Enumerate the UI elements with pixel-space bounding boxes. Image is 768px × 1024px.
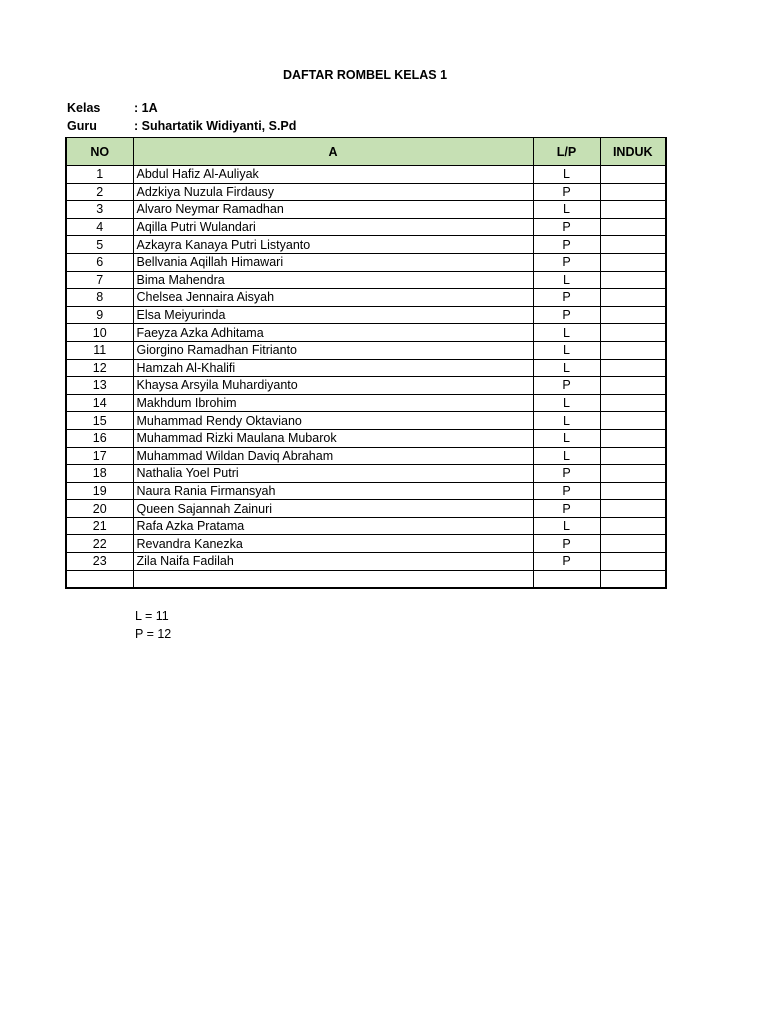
table-row bbox=[66, 341, 666, 359]
table-row bbox=[66, 482, 666, 500]
kelas-label: Kelas bbox=[67, 101, 101, 115]
row-induk bbox=[600, 570, 666, 588]
table-row bbox=[66, 377, 666, 395]
row-number: 9 bbox=[66, 306, 133, 324]
row-name: Revandra Kanezka bbox=[133, 535, 533, 553]
row-number: 23 bbox=[66, 553, 133, 571]
row-number: 5 bbox=[66, 236, 133, 254]
table-row bbox=[66, 535, 666, 553]
row-number: 12 bbox=[66, 359, 133, 377]
table-row bbox=[66, 218, 666, 236]
row-gender: L bbox=[533, 412, 600, 430]
row-name: Giorgino Ramadhan Fitrianto bbox=[133, 341, 533, 359]
table-row bbox=[66, 183, 666, 201]
row-name: Muhammad Wildan Daviq Abraham bbox=[133, 447, 533, 465]
row-name: Muhammad Rizki Maulana Mubarok bbox=[133, 429, 533, 447]
row-name: Chelsea Jennaira Aisyah bbox=[133, 289, 533, 307]
table-row bbox=[66, 324, 666, 342]
table-row bbox=[66, 517, 666, 535]
row-number: 16 bbox=[66, 429, 133, 447]
row-number: 22 bbox=[66, 535, 133, 553]
table-row bbox=[66, 166, 666, 184]
row-number: 18 bbox=[66, 465, 133, 483]
table-row bbox=[66, 289, 666, 307]
row-induk bbox=[600, 306, 666, 324]
row-number: 10 bbox=[66, 324, 133, 342]
row-gender: P bbox=[533, 218, 600, 236]
row-number: 19 bbox=[66, 482, 133, 500]
row-name: Alvaro Neymar Ramadhan bbox=[133, 201, 533, 219]
table-row bbox=[66, 412, 666, 430]
row-gender: L bbox=[533, 394, 600, 412]
row-gender: L bbox=[533, 166, 600, 184]
table-row bbox=[66, 465, 666, 483]
row-number: 21 bbox=[66, 517, 133, 535]
row-name: Adzkiya Nuzula Firdausy bbox=[133, 183, 533, 201]
row-name: Bima Mahendra bbox=[133, 271, 533, 289]
row-gender: P bbox=[533, 377, 600, 395]
roster-body bbox=[66, 166, 666, 589]
row-induk bbox=[600, 324, 666, 342]
row-gender: P bbox=[533, 500, 600, 518]
row-gender: P bbox=[533, 253, 600, 271]
row-gender bbox=[533, 570, 600, 588]
row-induk bbox=[600, 271, 666, 289]
row-gender: L bbox=[533, 201, 600, 219]
table-row bbox=[66, 570, 666, 588]
row-gender: P bbox=[533, 306, 600, 324]
row-induk bbox=[600, 236, 666, 254]
row-name: Muhammad Rendy Oktaviano bbox=[133, 412, 533, 430]
row-number: 20 bbox=[66, 500, 133, 518]
table-header-row bbox=[66, 138, 666, 166]
row-number: 14 bbox=[66, 394, 133, 412]
row-induk bbox=[600, 412, 666, 430]
row-gender: L bbox=[533, 271, 600, 289]
row-name: Makhdum Ibrohim bbox=[133, 394, 533, 412]
row-gender: P bbox=[533, 236, 600, 254]
table-row bbox=[66, 394, 666, 412]
row-gender: P bbox=[533, 183, 600, 201]
row-number: 7 bbox=[66, 271, 133, 289]
row-name: Nathalia Yoel Putri bbox=[133, 465, 533, 483]
row-number: 11 bbox=[66, 341, 133, 359]
row-induk bbox=[600, 166, 666, 184]
row-number: 13 bbox=[66, 377, 133, 395]
row-induk bbox=[600, 465, 666, 483]
table-row bbox=[66, 553, 666, 571]
row-number: 8 bbox=[66, 289, 133, 307]
row-gender: L bbox=[533, 341, 600, 359]
row-name: Azkayra Kanaya Putri Listyanto bbox=[133, 236, 533, 254]
table-row bbox=[66, 447, 666, 465]
table-row bbox=[66, 359, 666, 377]
row-induk bbox=[600, 500, 666, 518]
row-induk bbox=[600, 535, 666, 553]
row-induk bbox=[600, 377, 666, 395]
row-name: Khaysa Arsyila Muhardiyanto bbox=[133, 377, 533, 395]
row-induk bbox=[600, 429, 666, 447]
row-induk bbox=[600, 359, 666, 377]
table-row bbox=[66, 306, 666, 324]
header-induk: INDUK bbox=[600, 138, 666, 166]
row-gender: P bbox=[533, 465, 600, 483]
page-title: DAFTAR ROMBEL KELAS 1 bbox=[282, 68, 448, 82]
row-induk bbox=[600, 253, 666, 271]
row-name: Elsa Meiyurinda bbox=[133, 306, 533, 324]
row-name: Queen Sajannah Zainuri bbox=[133, 500, 533, 518]
row-induk bbox=[600, 289, 666, 307]
guru-row bbox=[67, 119, 296, 133]
roster-table bbox=[65, 137, 667, 589]
row-name: Rafa Azka Pratama bbox=[133, 517, 533, 535]
row-induk bbox=[600, 394, 666, 412]
row-number: 17 bbox=[66, 447, 133, 465]
row-induk bbox=[600, 482, 666, 500]
row-number bbox=[66, 570, 133, 588]
row-gender: P bbox=[533, 289, 600, 307]
table-row bbox=[66, 500, 666, 518]
guru-value: : Suhartatik Widiyanti, S.Pd bbox=[134, 119, 297, 133]
row-name: Hamzah Al-Khalifi bbox=[133, 359, 533, 377]
row-induk bbox=[600, 553, 666, 571]
row-gender: L bbox=[533, 429, 600, 447]
row-induk bbox=[600, 447, 666, 465]
row-gender: L bbox=[533, 359, 600, 377]
count-p: P = 12 bbox=[135, 627, 172, 641]
guru-label: Guru bbox=[67, 119, 97, 133]
header-name: A bbox=[133, 138, 533, 166]
table-row bbox=[66, 201, 666, 219]
kelas-value: : 1A bbox=[134, 101, 158, 115]
header-no: NO bbox=[66, 138, 133, 166]
row-induk bbox=[600, 341, 666, 359]
row-induk bbox=[600, 201, 666, 219]
table-row bbox=[66, 271, 666, 289]
row-name: Abdul Hafiz Al-Auliyak bbox=[133, 166, 533, 184]
row-induk bbox=[600, 517, 666, 535]
row-name: Aqilla Putri Wulandari bbox=[133, 218, 533, 236]
row-number: 3 bbox=[66, 201, 133, 219]
row-gender: L bbox=[533, 324, 600, 342]
count-l: L = 11 bbox=[135, 609, 169, 623]
row-name: Bellvania Aqillah Himawari bbox=[133, 253, 533, 271]
row-number: 15 bbox=[66, 412, 133, 430]
row-number: 1 bbox=[66, 166, 133, 184]
row-number: 6 bbox=[66, 253, 133, 271]
kelas-row bbox=[67, 101, 158, 115]
row-name: Faeyza Azka Adhitama bbox=[133, 324, 533, 342]
row-gender: L bbox=[533, 517, 600, 535]
row-gender: P bbox=[533, 535, 600, 553]
table-row bbox=[66, 429, 666, 447]
row-name bbox=[133, 570, 533, 588]
table-row bbox=[66, 253, 666, 271]
row-gender: P bbox=[533, 553, 600, 571]
row-name: Naura Rania Firmansyah bbox=[133, 482, 533, 500]
row-gender: L bbox=[533, 447, 600, 465]
row-name: Zila Naifa Fadilah bbox=[133, 553, 533, 571]
row-number: 4 bbox=[66, 218, 133, 236]
row-gender: P bbox=[533, 482, 600, 500]
row-induk bbox=[600, 183, 666, 201]
header-lp: L/P bbox=[533, 138, 600, 166]
row-induk bbox=[600, 218, 666, 236]
table-row bbox=[66, 236, 666, 254]
row-number: 2 bbox=[66, 183, 133, 201]
